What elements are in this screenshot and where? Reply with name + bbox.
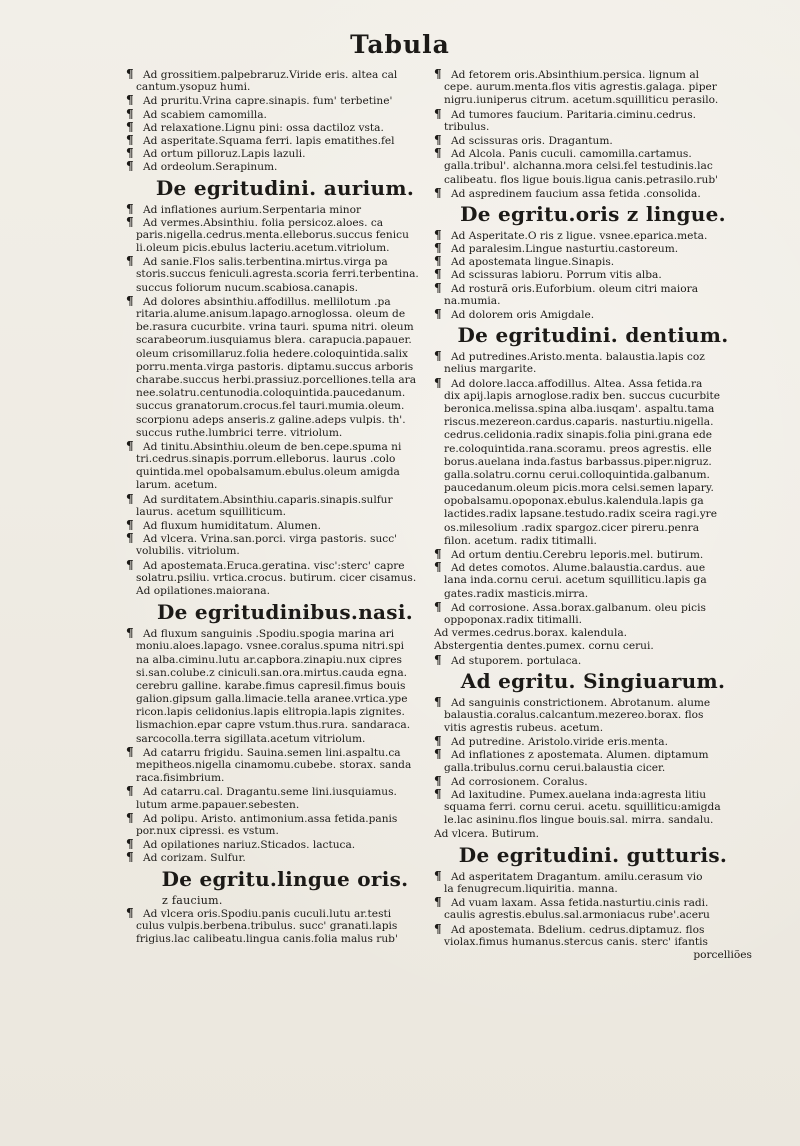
section-heading: De egritu.lingue oris. xyxy=(161,866,409,891)
entry-text: Ad fluxum humiditatum. Alumen. xyxy=(143,520,321,532)
entry-text: na alba.ciminu.lutu ar.capbora.zinapiu.nux cipres xyxy=(136,653,402,666)
entry-text: Ad inflationes aurium.Serpentaria minor xyxy=(143,203,362,216)
continuation-line xyxy=(126,466,444,479)
entry-text: re.coloquintida.rana.scoramu. preos agrestis. elle xyxy=(444,442,712,455)
continuation-line xyxy=(434,174,752,187)
entry-text: le.lac asininu.flos lingue bouis.sal. mirra. sandalu. xyxy=(444,814,714,827)
entry-text: calibeatu. flos ligue bouis.ligua canis.petrasilo.rub' xyxy=(444,173,719,186)
entry-text: Ad ordeolum.Serapinum. xyxy=(143,161,278,174)
continuation-line xyxy=(434,762,752,775)
pilcrow-icon: ¶ xyxy=(126,94,134,108)
entry-text: squama ferri. cornu cerui. acetu. squilliticu:amigda xyxy=(444,801,721,814)
entry-text: Ad apostemata. Bdelium. cedrus.diptamuz. flos xyxy=(451,923,705,936)
section-heading: De egritu.oris z lingue. xyxy=(460,201,726,226)
pilcrow-icon: ¶ xyxy=(126,107,134,121)
entry-line xyxy=(434,255,752,268)
pilcrow-icon: ¶ xyxy=(434,774,442,788)
entry-text: Ad sanguinis constrictionem. Abrotanum. alume xyxy=(451,696,711,709)
entry-text: Ad detes comotos. Alume.balaustia.cardus. aue xyxy=(451,562,706,575)
continuation-line xyxy=(126,229,444,242)
entry-text: Ad pruritu.Vrina capre.sinapis. fum' terbetine' xyxy=(143,95,393,108)
continuation-line xyxy=(126,799,444,812)
entry-text: ricon.lapis celidonius.lapis elitropia.lapis zignites. xyxy=(136,706,405,719)
entry-text: galla.tribul'. alchanna.mora celsi.fel testudinis.lac xyxy=(444,160,713,173)
entry-text: Ad stuporem. portulaca. xyxy=(451,654,582,667)
continuation-line xyxy=(434,363,752,376)
continuation-line xyxy=(434,909,752,922)
entry-line xyxy=(126,627,444,640)
entry-line xyxy=(126,203,444,216)
entry-text: oleum crisomillaruz.folia hedere.coloquintida.salix xyxy=(136,347,408,360)
pilcrow-icon: ¶ xyxy=(126,294,134,308)
pilcrow-icon: ¶ xyxy=(126,439,134,453)
entry-text: Ad apostemata.Eruca.geratina. visc':sterc' capre xyxy=(143,559,405,572)
continuation-line xyxy=(434,469,752,482)
pilcrow-icon: ¶ xyxy=(434,133,442,147)
entry-line xyxy=(434,735,752,748)
continuation-line xyxy=(434,627,752,640)
continuation-line xyxy=(126,308,444,321)
entry-text: Ad apostemata lingue.Sinapis. xyxy=(451,256,615,269)
entry-text: Ad dolorem oris Amigdale. xyxy=(451,309,595,321)
continuation-line xyxy=(126,427,444,440)
pilcrow-icon: ¶ xyxy=(126,147,134,161)
entry-text: frigius.lac calibeatu.lingua canis.folia malus rub' xyxy=(136,932,398,945)
continuation-line xyxy=(434,121,752,134)
continuation-line xyxy=(126,654,444,667)
entry-text: scorpionu adeps anseris.z galine.adeps vulpis. th'. xyxy=(136,413,406,426)
entry-text: oppoponax.radix titimalli. xyxy=(444,613,583,626)
continuation-line xyxy=(434,801,752,814)
entry-text: Ad aspredinem faucium assa fetida .consolida. xyxy=(451,187,701,200)
entry-line xyxy=(434,775,752,788)
entry-text: porcelliões xyxy=(693,948,752,961)
continuation-line xyxy=(126,321,444,334)
pilcrow-icon: ¶ xyxy=(126,519,134,532)
entry-text: succus granatorum.crocus.fel tauri.mumia.oleum. xyxy=(136,400,405,413)
entry-text: ritaria.alume.anisum.lapago.arnoglossa. oleum de xyxy=(136,308,406,320)
pilcrow-icon: ¶ xyxy=(126,745,134,759)
continuation-line xyxy=(434,574,752,587)
continuation-line xyxy=(434,828,752,841)
entry-line xyxy=(126,440,444,453)
entry-text: Ad asperitatem Dragantum. amilu.cerasum vio xyxy=(451,870,703,883)
pilcrow-icon: ¶ xyxy=(434,350,442,364)
continuation-line xyxy=(434,936,752,949)
entry-text: Ad asperitate.Squama ferri. lapis ematithes.fel xyxy=(143,134,395,147)
entry-text: Ad fetorem oris.Absinthium.persica. lignum al xyxy=(451,69,700,81)
entry-line xyxy=(434,229,752,242)
continuation-line xyxy=(126,825,444,838)
entry-line xyxy=(126,785,444,798)
entry-text: os.milesolium .radix spargoz.cicer pireru.penra xyxy=(444,521,700,534)
continuation-line xyxy=(126,387,444,400)
continuation-line xyxy=(126,414,444,427)
continuation-line xyxy=(126,479,444,492)
entry-text: borus.auelana inda.fastus barbassus.piper.nigruz. xyxy=(444,455,712,468)
entry-text: Ad vermes.cedrus.borax. kalendula. xyxy=(434,627,628,640)
entry-text: sarcocolla.terra sigillata.acetum vitriolum. xyxy=(136,732,366,745)
entry-line xyxy=(126,812,444,825)
continuation-line xyxy=(434,722,752,735)
continuation-line xyxy=(434,482,752,495)
pilcrow-icon: ¶ xyxy=(434,376,442,390)
continuation-line xyxy=(126,348,444,361)
entry-line xyxy=(126,216,444,229)
entry-line xyxy=(126,838,444,851)
entry-text: filon. acetum. radix titimalli. xyxy=(444,534,597,547)
entry-line xyxy=(126,559,444,572)
pilcrow-icon: ¶ xyxy=(434,228,442,242)
entry-text: Ad rosturã oris.Euforbium. oleum citri maiora xyxy=(451,282,699,295)
continuation-line xyxy=(434,416,752,429)
entry-text: Ad tumores faucium. Paritaria.ciminu.cedrus. xyxy=(451,108,696,121)
continuation-line xyxy=(126,545,444,558)
entry-text: cantum.ysopuz humi. xyxy=(136,81,251,94)
entry-text: quintida.mel opobalsamum.ebulus.oleum amigda xyxy=(136,466,400,479)
continuation-line xyxy=(434,522,752,535)
section-heading: Ad egritu. Singiuarum. xyxy=(460,668,726,693)
entry-line xyxy=(434,788,752,801)
continuation-line xyxy=(434,883,752,896)
entry-text: paucedanum.oleum picis.mora celsi.semen lapary. xyxy=(444,482,714,495)
pilcrow-icon: ¶ xyxy=(126,202,134,216)
entry-text: be.rasura cucurbite. vrina tauri. spuma nitri. oleum xyxy=(136,321,414,334)
entry-line xyxy=(434,187,752,200)
entry-text: lactides.radix lapsane.testudo.radix sceira ragi.yre xyxy=(444,508,718,521)
entry-line xyxy=(434,561,752,574)
entry-text: Ad Asperitate.O ris z ligue. vsnee.eparica.meta. xyxy=(451,229,708,242)
right-column xyxy=(434,68,752,962)
entry-line xyxy=(434,377,752,390)
entry-line xyxy=(126,907,444,920)
entry-line xyxy=(126,108,444,121)
continuation-line xyxy=(126,719,444,732)
entry-text: Ad fluxum sanguinis .Spodiu.spogia marina ari xyxy=(143,628,395,641)
pilcrow-icon: ¶ xyxy=(434,600,442,614)
pilcrow-icon: ¶ xyxy=(126,627,134,641)
entry-text: raca.fisimbrium. xyxy=(136,772,225,785)
pilcrow-icon: ¶ xyxy=(434,186,442,200)
pilcrow-icon: ¶ xyxy=(434,695,442,709)
entry-text: na.mumia. xyxy=(444,294,501,307)
pilcrow-icon: ¶ xyxy=(126,906,134,920)
continuation-line xyxy=(434,814,752,827)
continuation-line xyxy=(434,443,752,456)
entry-text: galion.gipsum galla.limacie.tella aranee.vrtica.ype xyxy=(136,693,408,706)
pilcrow-icon: ¶ xyxy=(434,242,442,256)
entry-text: nee.solatru.centunodia.coloquintida.paucedanum. xyxy=(136,387,406,400)
continuation-line xyxy=(126,933,444,946)
continuation-line xyxy=(434,81,752,94)
entry-text: Ad scissuras labioru. Porrum vitis alba. xyxy=(451,269,662,282)
section-heading: De egritudini. gutturis. xyxy=(458,842,728,867)
entry-text: vitis agrestis rubeus. acetum. xyxy=(444,722,604,735)
entry-line xyxy=(434,268,752,281)
entry-line xyxy=(434,350,752,363)
continuation-line xyxy=(434,403,752,416)
entry-text: Ad ortum pilloruz.Lapis lazuli. xyxy=(143,148,306,161)
pilcrow-icon: ¶ xyxy=(434,735,442,749)
entry-text: balaustia.coralus.calcantum.mezereo.borax. flos xyxy=(444,708,704,721)
entry-line xyxy=(434,748,752,761)
entry-text: Ad tinitu.Absinthiu.oleum de ben.cepe.spuma ni xyxy=(143,440,402,453)
continuation-line xyxy=(434,535,752,548)
entry-text: laurus. acetum squilliticum. xyxy=(136,505,287,518)
pilcrow-icon: ¶ xyxy=(434,308,442,321)
entry-text: Ad corizam. Sulfur. xyxy=(143,852,246,865)
entry-text: violax.fimus humanus.stercus canis. sterc' ifantis xyxy=(444,935,708,948)
continuation-line xyxy=(126,693,444,706)
entry-text: Ad laxitudine. Pumex.auelana inda:agresta litiu xyxy=(451,789,707,801)
pilcrow-icon: ¶ xyxy=(434,107,442,121)
entry-text: nelius margarite. xyxy=(444,363,537,376)
pilcrow-icon: ¶ xyxy=(126,133,134,147)
continuation-line xyxy=(434,709,752,722)
pilcrow-icon: ¶ xyxy=(126,811,134,825)
entry-text: lutum arme.papauer.sebesten. xyxy=(136,798,300,811)
entry-text: Ad vlcera. Butirum. xyxy=(434,827,540,840)
pilcrow-icon: ¶ xyxy=(126,532,134,546)
entry-line xyxy=(434,68,752,81)
pilcrow-icon: ¶ xyxy=(434,653,442,667)
entry-text: lismachion.epar capre vstum.thus.rura. sandaraca. xyxy=(136,719,411,732)
continuation-line xyxy=(434,588,752,601)
section-heading: De egritudini. dentium. xyxy=(457,323,729,348)
continuation-line xyxy=(434,508,752,521)
pilcrow-icon: ¶ xyxy=(434,922,442,936)
pilcrow-icon: ¶ xyxy=(434,561,442,575)
continuation-line xyxy=(434,640,752,653)
continuation-line xyxy=(126,706,444,719)
continuation-line xyxy=(126,585,444,598)
entry-text: nigru.iuniperus citrum. acetum.squilliticu perasilo. xyxy=(444,94,719,107)
entry-text: storis.succus feniculi.agresta.scoria ferri.terbentina. xyxy=(136,268,419,281)
entry-text: Ad putredines.Aristo.menta. balaustia.lapis coz xyxy=(451,351,705,364)
entry-line xyxy=(126,255,444,268)
entry-text: paris.nigella.cedrus.menta.elleborus.succus fenicu xyxy=(136,228,409,241)
entry-text: larum. acetum. xyxy=(136,479,218,492)
continuation-line xyxy=(126,374,444,387)
section-heading: De egritudini. aurium. xyxy=(155,175,415,200)
entry-text: la fenugrecum.liquiritia. manna. xyxy=(444,882,618,895)
left-column xyxy=(126,68,444,946)
entry-text: Ad sanie.Flos salis.terbentina.mirtus.virga pa xyxy=(143,256,388,269)
entry-text: Ad scissuras oris. Dragantum. xyxy=(451,134,613,147)
entry-line xyxy=(434,654,752,667)
continuation-line xyxy=(126,772,444,785)
continuation-line xyxy=(434,295,752,308)
entry-text: galla.tribulus.cornu cerui.balaustia cicer. xyxy=(444,761,666,774)
continuation-line xyxy=(126,453,444,466)
pilcrow-icon: ¶ xyxy=(434,869,442,883)
pilcrow-icon: ¶ xyxy=(434,788,442,801)
entry-text: Ad dolores absinthiu.affodillus. mellilotum .pa xyxy=(143,295,391,308)
pilcrow-icon: ¶ xyxy=(434,68,442,81)
entry-line xyxy=(126,532,444,545)
entry-line xyxy=(434,282,752,295)
continuation-line xyxy=(434,495,752,508)
continuation-line xyxy=(434,614,752,627)
entry-text: cedrus.celidonia.radix sinapis.folia pini.grana ede xyxy=(444,429,713,442)
entry-text: beronica.melissa.spina alba.iusqam'. aspaltu.tama xyxy=(444,402,715,415)
entry-text: cepe. aurum.menta.flos vitis agrestis.galaga. piper xyxy=(444,81,717,94)
entry-line xyxy=(126,295,444,308)
entry-line xyxy=(126,121,444,134)
entry-line xyxy=(126,147,444,160)
continuation-line xyxy=(126,733,444,746)
entry-text: si.san.colube.z ciniculi.san.ora.mirtus.cauda egna. xyxy=(136,666,407,679)
pilcrow-icon: ¶ xyxy=(126,785,134,799)
continuation-line xyxy=(126,361,444,374)
entry-line xyxy=(434,108,752,121)
pilcrow-icon: ¶ xyxy=(126,120,134,134)
pilcrow-icon: ¶ xyxy=(434,896,442,910)
running-head: Tabula xyxy=(350,30,450,59)
entry-text: Ad grossitiem.palpebraruz.Viride eris. altea cal xyxy=(143,69,398,81)
entry-text: Ad vlcera. Vrina.san.porci. virga pastoris. succ' xyxy=(143,533,398,546)
entry-text: Ad opilationes.maiorana. xyxy=(136,584,270,597)
continuation-line xyxy=(126,268,444,281)
entry-text: Ad relaxatione.Lignu pini: ossa dactiloz vsta. xyxy=(143,121,384,134)
continuation-line xyxy=(126,667,444,680)
pilcrow-icon: ¶ xyxy=(434,748,442,762)
continuation-line xyxy=(126,572,444,585)
section-subheading: z faucium. xyxy=(162,893,223,907)
entry-line xyxy=(434,896,752,909)
entry-text: Ad catarru.cal. Dragantu.seme lini.iusquiamus. xyxy=(143,786,397,799)
entry-text: Ad corrosionem. Coralus. xyxy=(451,775,588,788)
continuation-line xyxy=(434,94,752,107)
entry-text: Ad vermes.Absinthiu. folia persicoz.aloes. ca xyxy=(143,216,384,229)
continuation-line xyxy=(434,949,752,962)
entry-text: Ad vlcera oris.Spodiu.panis cuculi.lutu ar.testi xyxy=(143,907,392,920)
entry-text: Ad ortum dentiu.Cerebru leporis.mel. butirum. xyxy=(451,549,704,561)
entry-line xyxy=(434,308,752,321)
continuation-line xyxy=(126,920,444,933)
continuation-line xyxy=(126,759,444,772)
pilcrow-icon: ¶ xyxy=(126,492,134,506)
entry-text: Ad surditatem.Absinthiu.caparis.sinapis.sulfur xyxy=(143,493,393,506)
pilcrow-icon: ¶ xyxy=(434,548,442,561)
entry-text: moniu.aloes.lapago. vsnee.coralus.spuma nitri.spi xyxy=(136,640,405,653)
entry-text: por.nux cipressi. es vstum. xyxy=(136,824,279,837)
continuation-line xyxy=(126,334,444,347)
pilcrow-icon: ¶ xyxy=(126,851,134,865)
entry-text: Ad opilationes nariuz.Sticados. lactuca. xyxy=(143,839,356,852)
pilcrow-icon: ¶ xyxy=(126,215,134,229)
entry-line xyxy=(126,134,444,147)
entry-text: Ad polipu. Aristo. antimonium.assa fetida.panis xyxy=(143,812,398,825)
entry-line xyxy=(126,94,444,107)
pilcrow-icon: ¶ xyxy=(126,838,134,852)
entry-text: galla.solatru.cornu cerui.colloquintida.galbanum. xyxy=(444,468,710,481)
entry-text: Ad scabiem camomilla. xyxy=(143,108,267,121)
entry-line xyxy=(434,548,752,561)
continuation-line xyxy=(126,506,444,519)
entry-text: li.oleum picis.ebulus lacteriu.acetum.vitriolum. xyxy=(136,242,390,255)
entry-line xyxy=(126,493,444,506)
continuation-line xyxy=(434,390,752,403)
entry-line xyxy=(126,160,444,173)
pilcrow-icon: ¶ xyxy=(126,160,134,174)
entry-line xyxy=(126,746,444,759)
entry-text: charabe.succus herbi.prassiuz.porcelliones.tella ara xyxy=(136,373,417,386)
entry-text: tribulus. xyxy=(444,120,490,133)
entry-line xyxy=(434,134,752,147)
entry-text: Ad dolore.lacca.affodillus. Altea. Assa fetida.ra xyxy=(451,377,703,390)
entry-text: cerebru galline. karabe.fimus capresil.fimus bouis xyxy=(136,679,406,692)
continuation-line xyxy=(126,242,444,255)
entry-text: solatru.psiliu. vrtica.crocus. butirum. cicer cisamus. xyxy=(136,571,417,584)
entry-text: succus foliorum nucum.scabiosa.canapis. xyxy=(136,281,359,294)
continuation-line xyxy=(126,680,444,693)
continuation-line xyxy=(126,640,444,653)
entry-text: mepitheos.nigella cinamomu.cubebe. storax. sanda xyxy=(136,759,412,771)
entry-text: riscus.mezereon.cardus.caparis. nasturtiu.nigella. xyxy=(444,416,714,429)
entry-line xyxy=(434,696,752,709)
entry-text: Ad putredine. Aristolo.viride eris.menta. xyxy=(451,736,668,749)
pilcrow-icon: ¶ xyxy=(126,68,134,81)
entry-text: succus ruthe.lumbrici terre. vitriolum. xyxy=(136,426,343,439)
pilcrow-icon: ¶ xyxy=(434,268,442,282)
entry-line xyxy=(434,147,752,160)
entry-line xyxy=(434,242,752,255)
entry-text: lana inda.cornu cerui. acetum squilliticu.lapis ga xyxy=(444,574,707,587)
entry-line xyxy=(126,68,444,81)
entry-line xyxy=(434,601,752,614)
entry-line xyxy=(126,851,444,864)
entry-text: culus vulpis.berbena.tribulus. succ' granati.lapis xyxy=(136,919,398,932)
entry-text: scarabeorum.iusquiamus blera. carapucia.papauer. xyxy=(136,334,412,347)
entry-text: Ad inflationes z apostemata. Alumen. diptamum xyxy=(451,749,709,762)
entry-text: caulis agrestis.ebulus.sal.armoniacus rube'.aceru xyxy=(444,909,710,922)
continuation-line xyxy=(434,456,752,469)
continuation-line xyxy=(126,282,444,295)
entry-text: Ad paralesim.Lingue nasturtiu.castoreum. xyxy=(451,243,679,256)
entry-line xyxy=(126,519,444,532)
entry-text: tri.cedrus.sinapis.porrum.elleborus. laurus .colo xyxy=(136,453,396,466)
section-heading: De egritudinibus.nasi. xyxy=(156,600,414,625)
entry-text: volubilis. vitriolum. xyxy=(136,545,240,558)
continuation-line xyxy=(434,160,752,173)
pilcrow-icon: ¶ xyxy=(434,147,442,161)
entry-text: porru.menta.virga pastoris. diptamu.succus arboris xyxy=(136,360,414,373)
entry-text: Ad catarru frigidu. Sauina.semen lini.aspaltu.ca xyxy=(143,746,401,759)
continuation-line xyxy=(126,81,444,94)
entry-text: opobalsamu.opoponax.ebulus.kalendula.lapis ga xyxy=(444,495,704,508)
pilcrow-icon: ¶ xyxy=(434,281,442,295)
entry-line xyxy=(434,923,752,936)
pilcrow-icon: ¶ xyxy=(126,558,134,572)
entry-text: gates.radix masticis.mirra. xyxy=(444,587,589,600)
pilcrow-icon: ¶ xyxy=(126,255,134,269)
entry-text: Ad corrosione. Assa.borax.galbanum. oleu picis xyxy=(451,601,706,614)
entry-line xyxy=(434,870,752,883)
entry-text: Ad vuam laxam. Assa fetida.nasturtiu.cinis radi. xyxy=(451,897,709,910)
entry-text: Ad Alcola. Panis cuculi. camomilla.cartamus. xyxy=(451,148,692,161)
continuation-line xyxy=(434,429,752,442)
entry-text: dix apij.lapis arnoglose.radix ben. succus cucurbite xyxy=(444,389,721,402)
continuation-line xyxy=(126,400,444,413)
pilcrow-icon: ¶ xyxy=(434,255,442,269)
entry-text: Abstergentia dentes.pumex. cornu cerui. xyxy=(434,640,654,653)
